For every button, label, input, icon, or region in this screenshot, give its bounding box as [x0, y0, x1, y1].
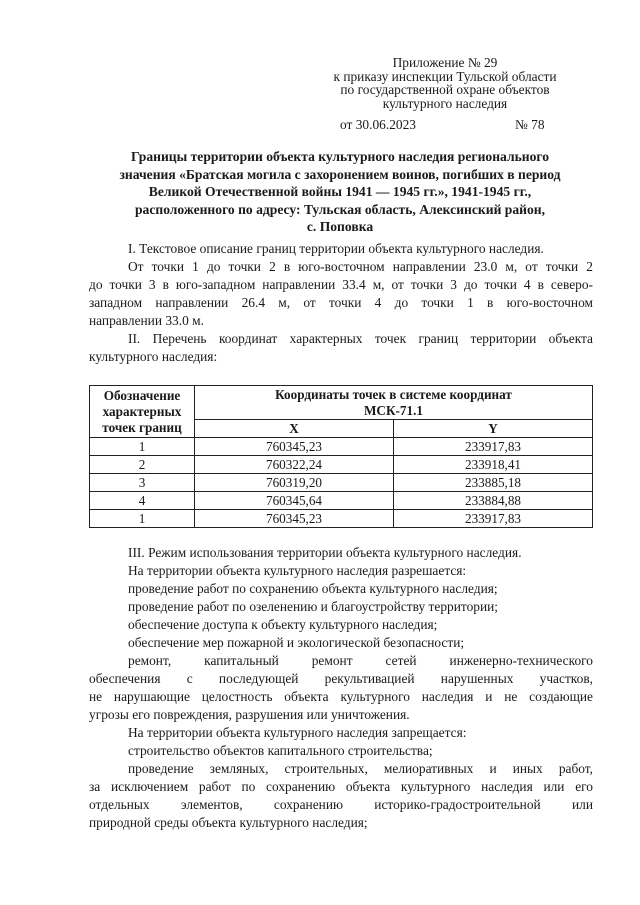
section2-line: культурного наследия:: [89, 349, 218, 364]
header-designation: Обозначение характерных точек границ: [90, 386, 195, 438]
table-row: [90, 510, 593, 528]
order-number: № 78: [515, 117, 545, 132]
earthwork-line: природной среды объекта культурного наследия;: [89, 815, 368, 830]
repair-line: угрозы его повреждения, разрушения или уничтожения.: [89, 707, 410, 722]
coord-y: 233884,88: [393, 492, 592, 510]
coord-y: 233917,83: [393, 438, 592, 456]
repair-line: ремонт, капитальный ремонт сетей инженерно-технического: [128, 653, 593, 668]
allowed-intro: На территории объекта культурного наследия разрешается:: [128, 563, 467, 578]
allowed-item: обеспечение мер пожарной и экологической безопасности;: [128, 635, 465, 650]
table-row: [90, 474, 593, 492]
title-line: Великой Отечественной войны 1941 — 1945 гг.», 1941-1945 гг.,: [148, 184, 532, 199]
allowed-item: обеспечение доступа к объекту культурного наследия;: [128, 617, 438, 632]
coord-x: 760319,20: [195, 474, 394, 492]
earthwork-line: проведение земляных, строительных, мелиоративных и иных работ,: [128, 761, 593, 776]
title-line: расположенного по адресу: Тульская область, Алексинский район,: [134, 201, 546, 217]
coord-x: 760345,64: [195, 492, 394, 510]
section1-line: От точки 1 до точки 2 в юго-восточном направлении 23.0 м, от точки 2: [128, 259, 593, 274]
prohibited-item: строительство объектов капитального строительства;: [128, 743, 433, 758]
order-date: от 30.06.2023: [340, 117, 416, 132]
appendix-line: к приказу инспекции Тульской области: [333, 68, 557, 84]
point-number: 4: [90, 492, 195, 510]
coord-y: 233917,83: [393, 510, 592, 528]
title-line: Границы территории объекта культурного наследия регионального: [130, 149, 550, 164]
point-number: 1: [90, 438, 195, 456]
header-x: X: [195, 420, 394, 438]
document-title: [95, 148, 585, 236]
section1-heading: I. Текстовое описание границ территории объекта культурного наследия.: [128, 241, 544, 256]
table-row: [90, 456, 593, 474]
section1-line: направлении 33.0 м.: [89, 313, 204, 328]
section1-line: западном направлении 26.4 м, от точки 4 до точки 1 в юго-восточном: [89, 295, 593, 310]
order-line: [340, 117, 545, 133]
repair-line: не нарушающие целостность объекта культурного наследия и не создающие: [89, 689, 593, 704]
coord-x: 760345,23: [195, 438, 394, 456]
coord-x: 760345,23: [195, 510, 394, 528]
earthwork-line: за исключением работ по сохранению объекта культурного наследия или его: [89, 779, 593, 794]
appendix-line: по государственной охране объектов: [340, 82, 550, 98]
section1-line: до точки 3 в юго-западном направлении 33.4 м, от точки 3 до точки 4 в северо-: [89, 277, 593, 292]
point-number: 1: [90, 510, 195, 528]
title-line: значения «Братская могила с захоронением воинов, погибших в период: [119, 166, 561, 182]
coordinates-table: [89, 385, 593, 528]
appendix-header: [300, 56, 590, 110]
allowed-item: проведение работ по озеленению и благоустройству территории;: [128, 599, 499, 614]
coord-x: 760322,24: [195, 456, 394, 474]
section3-heading: III. Режим использования территории объекта культурного наследия.: [128, 545, 522, 560]
section2-heading: II. Перечень координат характерных точек границ территории объекта: [128, 331, 593, 346]
point-number: 2: [90, 456, 195, 474]
coord-y: 233918,41: [393, 456, 592, 474]
header-coordinate-system: Координаты точек в системе координат МСК-71.1: [195, 386, 593, 420]
table-row: [90, 492, 593, 510]
appendix-line: Приложение № 29: [392, 55, 498, 70]
title-line: с. Поповка: [306, 219, 374, 234]
point-number: 3: [90, 474, 195, 492]
earthwork-line: отдельных элементов, сохранению историко-градостроительной или: [89, 797, 593, 812]
header-y: Y: [393, 420, 592, 438]
coord-y: 233885,18: [393, 474, 592, 492]
allowed-item: проведение работ по сохранению объекта культурного наследия;: [128, 581, 498, 596]
appendix-line: культурного наследия: [382, 95, 508, 111]
repair-line: обеспечения с последующей рекультивацией нарушенных участков,: [89, 671, 593, 686]
prohibited-intro: На территории объекта культурного наследия запрещается:: [128, 725, 467, 740]
table-row: [90, 438, 593, 456]
